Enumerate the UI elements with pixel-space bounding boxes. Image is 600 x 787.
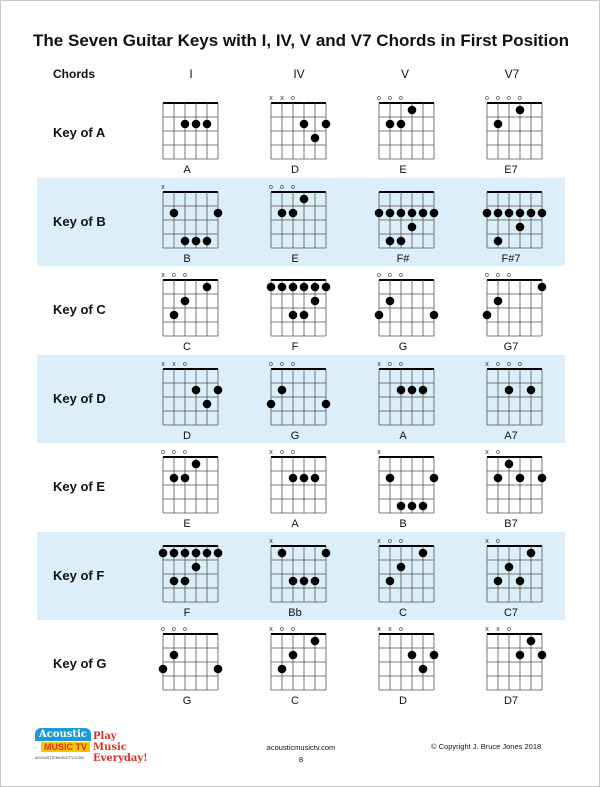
string-mark: o: [280, 360, 284, 368]
footer-url[interactable]: acousticmusictv.com: [266, 743, 336, 752]
chord-name: F: [291, 341, 299, 353]
chord-diagram: [481, 534, 541, 620]
chord-diagram: [373, 268, 433, 354]
chord-name: C: [291, 695, 299, 707]
string-mark: x: [269, 626, 273, 633]
finger-dot: [289, 651, 298, 660]
chord-diagram: [373, 534, 433, 620]
chord-name: D: [399, 695, 407, 707]
logo-subtext: ACOUSTICMUSICTV.COM: [35, 755, 84, 760]
finger-dot: [289, 311, 298, 320]
finger-dot: [289, 474, 298, 483]
key-label: Key of C: [53, 302, 106, 317]
finger-dot: [516, 208, 525, 217]
string-mark: x: [377, 626, 381, 633]
chord-diagram: [157, 357, 217, 443]
string-mark: x: [377, 449, 381, 456]
chord-chart: [265, 534, 331, 610]
finger-dot: [538, 208, 547, 217]
finger-dot: [170, 208, 179, 217]
finger-dot: [289, 576, 298, 585]
finger-dot: [203, 236, 212, 245]
page-title: The Seven Guitar Keys with I, IV, V and V7 Chords in First Position: [33, 31, 569, 50]
finger-dot: [505, 460, 514, 469]
finger-dot: [203, 283, 212, 292]
string-mark: o: [183, 272, 187, 279]
finger-dot: [408, 106, 417, 115]
finger-dot: [419, 548, 428, 557]
string-mark: x: [485, 449, 489, 456]
finger-dot: [170, 474, 179, 483]
chord-diagram: [373, 622, 433, 708]
finger-dot: [192, 236, 201, 245]
finger-dot: [505, 208, 514, 217]
finger-dot: [430, 651, 439, 660]
finger-dot: [527, 208, 536, 217]
finger-dot: [516, 474, 525, 483]
chord-name: G: [182, 695, 192, 707]
chord-name: A: [183, 164, 191, 176]
string-mark: o: [496, 537, 500, 545]
finger-dot: [483, 311, 492, 320]
finger-dot: [170, 576, 179, 585]
finger-dot: [419, 208, 428, 217]
finger-dot: [311, 283, 320, 292]
string-mark: o: [269, 360, 273, 368]
key-label: Key of F: [53, 567, 105, 583]
chord-chart: [481, 534, 547, 610]
chord-name: A: [291, 518, 299, 530]
col-header-i: I: [189, 67, 193, 81]
string-mark: x: [485, 626, 489, 633]
string-mark: x: [377, 360, 381, 368]
chord-chart: [373, 534, 439, 610]
logo: [35, 728, 148, 764]
string-mark: o: [172, 626, 176, 633]
finger-dot: [181, 120, 190, 129]
finger-dot: [483, 208, 492, 217]
footer-site: [201, 742, 401, 766]
string-mark: o: [161, 626, 165, 633]
finger-dot: [214, 665, 223, 674]
finger-dot: [408, 651, 417, 660]
string-mark: o: [485, 95, 489, 102]
string-mark: o: [518, 360, 522, 368]
chord-name: E: [183, 518, 191, 530]
chord-chart: [373, 445, 439, 521]
string-mark: x: [496, 626, 500, 633]
chord-chart: [481, 268, 547, 344]
string-mark: o: [496, 272, 500, 279]
finger-dot: [300, 576, 309, 585]
chord-diagram: [157, 445, 217, 531]
finger-dot: [397, 208, 406, 217]
chord-name: D7: [503, 695, 519, 707]
string-mark: o: [183, 626, 187, 633]
string-mark: x: [485, 360, 489, 368]
string-mark: o: [161, 449, 165, 456]
finger-dot: [289, 283, 298, 292]
finger-dot: [192, 548, 201, 557]
finger-dot: [397, 502, 406, 511]
string-mark: o: [269, 183, 273, 191]
chord-diagram: [373, 445, 433, 531]
chord-diagram: [265, 357, 325, 443]
finger-dot: [278, 548, 287, 557]
string-mark: o: [291, 95, 295, 102]
finger-dot: [181, 474, 190, 483]
chord-diagram: [265, 622, 325, 708]
finger-dot: [159, 548, 168, 557]
chord-diagram: [481, 91, 541, 177]
chord-chart: [157, 534, 223, 610]
chord-chart: [481, 622, 547, 698]
string-mark: o: [399, 95, 403, 102]
chord-chart: [373, 180, 439, 256]
chord-name: D: [183, 429, 191, 442]
finger-dot: [430, 208, 439, 217]
chord-diagram: [265, 180, 325, 266]
chord-name: G: [398, 341, 408, 353]
string-mark: o: [507, 626, 511, 633]
chord-chart: [373, 357, 439, 433]
string-mark: o: [291, 360, 295, 368]
finger-dot: [408, 222, 417, 231]
finger-dot: [170, 651, 179, 660]
finger-dot: [397, 236, 406, 245]
finger-dot: [322, 120, 331, 129]
chord-chart: [157, 268, 223, 344]
chord-chart: [265, 268, 331, 344]
chord-name: F#: [396, 252, 410, 265]
string-mark: o: [291, 449, 295, 456]
finger-dot: [214, 385, 223, 394]
chord-diagram: [157, 534, 217, 620]
finger-dot: [170, 311, 179, 320]
key-label: Key of A: [53, 125, 106, 140]
chord-name: C: [399, 606, 407, 619]
chord-chart: [481, 91, 547, 167]
finger-dot: [203, 548, 212, 557]
finger-dot: [386, 236, 395, 245]
logo-everyday: Everyday!: [93, 753, 148, 764]
string-mark: o: [280, 183, 284, 191]
string-mark: x: [269, 95, 273, 102]
finger-dot: [322, 399, 331, 408]
string-mark: x: [269, 449, 273, 456]
chords-header: Chords: [53, 67, 95, 81]
chord-diagram: [157, 180, 217, 266]
finger-dot: [386, 208, 395, 217]
finger-dot: [538, 651, 547, 660]
string-mark: o: [280, 449, 284, 456]
finger-dot: [192, 120, 201, 129]
finger-dot: [538, 283, 547, 292]
finger-dot: [181, 548, 190, 557]
chord-diagram: [265, 534, 325, 620]
finger-dot: [527, 385, 536, 394]
chord-chart: [481, 357, 547, 433]
chord-chart: [373, 91, 439, 167]
finger-dot: [322, 283, 331, 292]
chord-name: E: [399, 164, 407, 176]
finger-dot: [538, 474, 547, 483]
finger-dot: [192, 460, 201, 469]
chord-name: B: [183, 252, 191, 265]
finger-dot: [397, 385, 406, 394]
finger-dot: [278, 385, 287, 394]
finger-dot: [375, 311, 384, 320]
chord-name: B7: [504, 518, 518, 530]
string-mark: o: [377, 95, 381, 102]
finger-dot: [300, 120, 309, 129]
string-mark: o: [496, 95, 500, 102]
string-mark: x: [280, 95, 284, 102]
string-mark: o: [377, 272, 381, 279]
chord-name: E7: [504, 164, 518, 176]
string-mark: o: [507, 360, 511, 368]
key-label: Key of B: [53, 213, 106, 229]
string-mark: x: [388, 626, 392, 633]
finger-dot: [386, 297, 395, 306]
finger-dot: [278, 283, 287, 292]
chord-name: D: [291, 164, 299, 176]
finger-dot: [527, 637, 536, 646]
string-mark: o: [183, 360, 187, 368]
col-header-iv: IV: [293, 67, 305, 81]
chord-chart: [265, 622, 331, 698]
chord-chart: [265, 357, 331, 433]
finger-dot: [278, 665, 287, 674]
finger-dot: [192, 562, 201, 571]
finger-dot: [527, 548, 536, 557]
finger-dot: [386, 576, 395, 585]
string-mark: o: [388, 272, 392, 279]
chord-diagram: [265, 268, 325, 354]
col-header-v: V: [400, 67, 409, 81]
finger-dot: [494, 297, 503, 306]
chord-diagram: [481, 180, 541, 266]
chord-name: A7: [504, 429, 518, 442]
chord-chart: [373, 268, 439, 344]
string-mark: o: [399, 537, 403, 545]
string-mark: x: [161, 360, 165, 368]
string-mark: x: [161, 183, 165, 191]
finger-dot: [494, 576, 503, 585]
logo-tagline: [93, 731, 148, 764]
chord-name: C7: [503, 606, 519, 619]
finger-dot: [203, 120, 212, 129]
finger-dot: [375, 208, 384, 217]
chord-diagram: [265, 91, 325, 177]
chord-chart: [373, 622, 439, 698]
finger-dot: [322, 548, 331, 557]
finger-dot: [311, 576, 320, 585]
finger-dot: [159, 665, 168, 674]
chord-name: B: [399, 518, 407, 530]
chord-diagram: [373, 357, 433, 443]
finger-dot: [192, 385, 201, 394]
finger-dot: [408, 502, 417, 511]
chord-name: G7: [503, 341, 519, 353]
chord-chart: [157, 622, 223, 698]
string-mark: o: [291, 626, 295, 633]
chord-chart: [265, 445, 331, 521]
chord-diagram: [481, 445, 541, 531]
string-mark: o: [399, 360, 403, 368]
chord-name: E: [291, 252, 299, 265]
col-header-v7: V7: [504, 67, 520, 81]
chord-name: C: [183, 341, 191, 353]
finger-dot: [311, 297, 320, 306]
finger-dot: [267, 283, 276, 292]
finger-dot: [300, 311, 309, 320]
string-mark: o: [183, 449, 187, 456]
string-mark: x: [485, 537, 489, 545]
finger-dot: [408, 208, 417, 217]
finger-dot: [300, 474, 309, 483]
finger-dot: [516, 106, 525, 115]
finger-dot: [494, 474, 503, 483]
string-mark: o: [280, 626, 284, 633]
chord-diagram: [481, 268, 541, 354]
key-label: Key of E: [53, 479, 106, 494]
chord-name: F: [183, 606, 191, 619]
finger-dot: [278, 208, 287, 217]
string-mark: o: [399, 272, 403, 279]
chord-name: G: [290, 429, 300, 442]
finger-dot: [311, 637, 320, 646]
finger-dot: [419, 502, 428, 511]
finger-dot: [397, 562, 406, 571]
string-mark: o: [507, 272, 511, 279]
chord-diagram: [373, 180, 433, 266]
finger-dot: [386, 120, 395, 129]
chord-chart: [157, 180, 223, 256]
chord-diagram: [157, 622, 217, 708]
chord-chart: [157, 445, 223, 521]
finger-dot: [516, 576, 525, 585]
finger-dot: [430, 311, 439, 320]
finger-dot: [300, 283, 309, 292]
finger-dot: [408, 385, 417, 394]
string-mark: o: [172, 449, 176, 456]
string-mark: o: [388, 95, 392, 102]
finger-dot: [494, 120, 503, 129]
finger-dot: [214, 548, 223, 557]
finger-dot: [505, 562, 514, 571]
finger-dot: [300, 194, 309, 203]
finger-dot: [181, 576, 190, 585]
logo-play-music: Play Music: [93, 731, 127, 753]
finger-dot: [516, 651, 525, 660]
string-mark: o: [388, 537, 392, 545]
finger-dot: [494, 208, 503, 217]
string-mark: x: [161, 272, 165, 279]
key-label: Key of G: [53, 656, 107, 671]
logo-acoustic: Acoustic: [35, 728, 91, 741]
chord-diagram: [481, 622, 541, 708]
finger-dot: [289, 208, 298, 217]
finger-dot: [419, 665, 428, 674]
string-mark: o: [388, 360, 392, 368]
chord-name: A: [399, 429, 407, 442]
string-mark: o: [507, 95, 511, 102]
chord-chart: [265, 180, 331, 256]
chord-chart: [265, 91, 331, 167]
finger-dot: [181, 297, 190, 306]
finger-dot: [505, 385, 514, 394]
string-mark: o: [172, 272, 176, 279]
key-label: Key of D: [53, 390, 106, 406]
footer-page-number: 8: [298, 755, 304, 764]
string-mark: o: [291, 183, 295, 191]
chord-diagram: [157, 91, 217, 177]
string-mark: o: [518, 95, 522, 102]
chord-name: Bb: [288, 606, 302, 619]
string-mark: o: [399, 626, 403, 633]
string-mark: o: [496, 360, 500, 368]
finger-dot: [397, 120, 406, 129]
string-mark: o: [496, 449, 500, 456]
finger-dot: [419, 385, 428, 394]
chord-diagram: [157, 268, 217, 354]
finger-dot: [430, 474, 439, 483]
finger-dot: [203, 399, 212, 408]
footer-copyright: © Copyright J. Bruce Jones 2018: [431, 742, 542, 751]
chord-chart: [157, 91, 223, 167]
finger-dot: [181, 236, 190, 245]
string-mark: x: [172, 360, 176, 368]
chord-diagram: [373, 91, 433, 177]
finger-dot: [214, 208, 223, 217]
string-mark: x: [269, 537, 273, 545]
chord-diagram: [265, 445, 325, 531]
finger-dot: [170, 548, 179, 557]
chord-chart: [481, 445, 547, 521]
finger-dot: [386, 474, 395, 483]
chord-name: F#7: [501, 252, 521, 265]
string-mark: o: [485, 272, 489, 279]
string-mark: x: [377, 537, 381, 545]
chord-chart: [157, 357, 223, 433]
finger-dot: [311, 474, 320, 483]
chord-chart: [481, 180, 547, 256]
chord-diagram: [481, 357, 541, 443]
finger-dot: [494, 236, 503, 245]
finger-dot: [516, 222, 525, 231]
logo-music-tv: MUSIC TV: [41, 742, 90, 752]
finger-dot: [311, 134, 320, 143]
finger-dot: [267, 399, 276, 408]
